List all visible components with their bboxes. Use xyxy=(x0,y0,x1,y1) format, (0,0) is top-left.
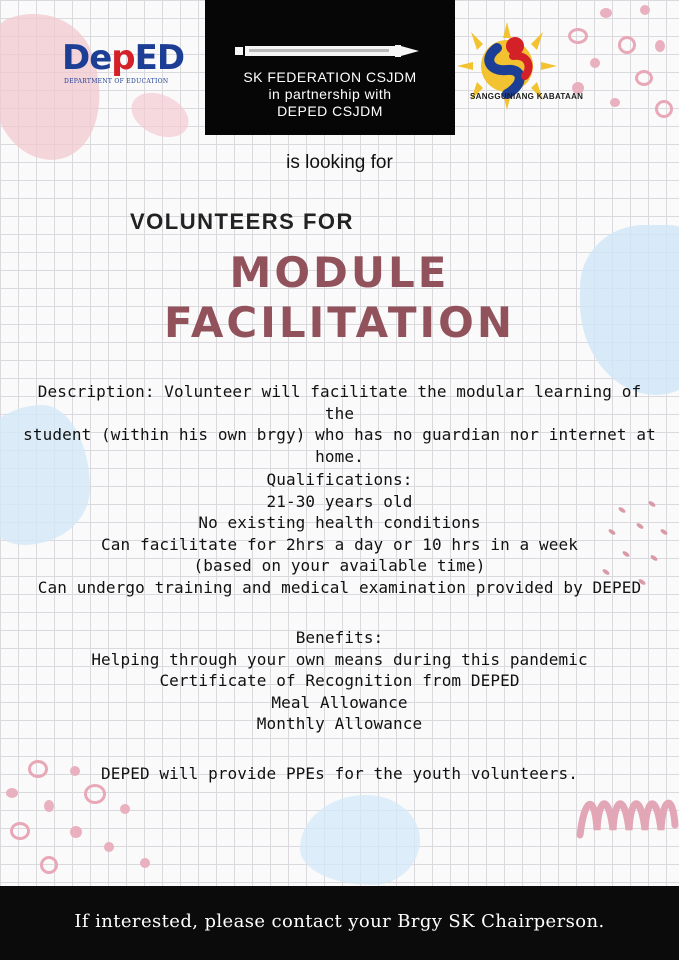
benefit-item: Meal Allowance xyxy=(271,692,408,712)
description-line: student (within his own brgy) who has no guardian nor internet at xyxy=(23,425,656,444)
ppe-note: DEPED will provide PPEs for the youth volunteers. xyxy=(101,764,578,783)
qualification-item: (based on your available time) xyxy=(193,556,486,575)
qualification-item: Can undergo training and medical examination provided by DEPED xyxy=(37,577,642,597)
decor-blue-blob xyxy=(300,795,420,885)
deped-logo-torch-letter: p xyxy=(111,38,135,78)
qualifications-block xyxy=(20,469,659,598)
description-line: home. xyxy=(315,446,364,466)
benefits-heading: Benefits: xyxy=(295,628,384,647)
description-line: Description: Volunteer will facilitate the modular learning of the xyxy=(37,382,642,423)
qualification-item: Can facilitate for 2hrs a day or 10 hrs in a week xyxy=(101,534,578,554)
qualifications-heading: Qualifications: xyxy=(266,470,413,489)
header-banner xyxy=(205,0,455,135)
volunteers-label: VOLUNTEERS FOR xyxy=(130,209,354,234)
header-line-deped: DEPED CSJDM xyxy=(277,103,383,119)
pen-icon xyxy=(235,44,425,58)
sk-logo-text: SANGGUNIANG KABATAAN xyxy=(470,92,584,101)
benefit-item: Helping through your own means during this pandemic xyxy=(91,649,588,669)
deped-logo xyxy=(62,38,192,98)
qualification-item: No existing health conditions xyxy=(198,513,481,532)
description-block xyxy=(20,381,659,467)
title-line-facilitation: FACILITATION xyxy=(164,298,515,347)
title-line-module: MODULE xyxy=(229,248,450,297)
benefit-item: Monthly Allowance xyxy=(256,714,423,733)
benefits-block xyxy=(20,627,659,735)
deped-logo-text: De xyxy=(62,38,112,78)
footer-contact-text: If interested, please contact your Brgy SK Chairperson. xyxy=(74,911,605,932)
qualification-item: 21-30 years old xyxy=(266,491,413,511)
header-line-federation: SK FEDERATION CSJDM xyxy=(243,69,417,85)
header-line-partnership: in partnership with xyxy=(268,86,392,102)
deped-logo-subtitle: DEPARTMENT OF EDUCATION xyxy=(64,78,169,85)
deped-logo-text: ED xyxy=(134,38,185,78)
intro-text: is looking for xyxy=(286,152,393,173)
decor-dots-top-right xyxy=(560,0,679,130)
decor-squiggle xyxy=(575,785,679,845)
benefit-item: Certificate of Recognition from DEPED xyxy=(159,671,520,690)
